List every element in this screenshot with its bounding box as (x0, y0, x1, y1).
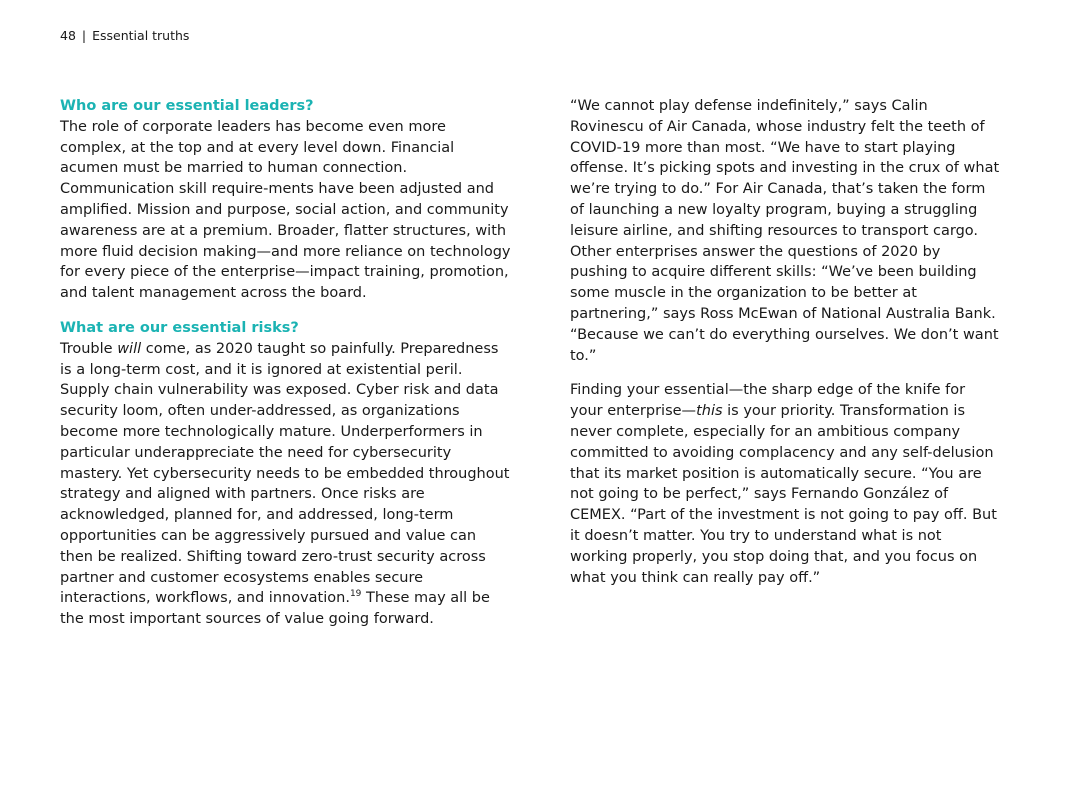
running-header (60, 28, 189, 44)
closing-text-start: Finding your essential—the sharp edge of the knife for your enterprise— (570, 382, 966, 420)
risks-paragraph (60, 339, 512, 630)
section-title: Essential truths (92, 28, 190, 43)
leaders-paragraph: The role of corporate leaders has become even more complex, at the top and at every level down. Financial acumen must be married to human connection. Communication skill require-ments have been adjusted and amplified. Mission and purpose, social action, and community awareness are at a premium. Broader, flatter structures, with more fluid decision making—and more reliance on technology for every piece of the enterprise—impact training, promotion, and talent management across the board. (60, 118, 511, 302)
risks-text-end: These may all be the most important sources of value going forward. (60, 590, 490, 628)
risks-text-middle: come, as 2020 taught so painfully. Preparedness is a long-term cost, and it is ignored at existential peril. Supply chain vulnerability was exposed. Cyber risk and data security loom, often under-addressed, as organizations become more technologically mature. Underperformers in particular underappreciate the need for cybersecurity mastery. Yet cybersecurity needs to be embedded throughout strategy and aligned with partners. Once risks are acknowledged, planned for, and addressed, long-term opportunities can be aggressively pursued and value can then be realized. Shifting toward zero-trust security across partner and customer ecosystems enables secure interactions, workflows, and innovation. (60, 340, 510, 607)
header-separator: | (81, 28, 87, 43)
risks-emphasis: will (117, 340, 142, 357)
closing-text-end: is your priority. Transformation is never complete, especially for an ambitious company committed to avoiding complacency and any self-delusion that its market position is automatically secure. “You are not going to be perfect,” says Fernando González of CEMEX. “Part of the investment is not going to pay off. But it doesn’t matter. You try to understand what is not working properly, you stop doing that, and you focus on what you think can really pay off.” (570, 403, 997, 586)
closing-paragraph (570, 380, 1002, 588)
risks-heading: What are our essential risks? (60, 319, 299, 336)
footnote-marker: 19 (349, 589, 362, 600)
left-column (60, 96, 512, 630)
closing-emphasis: this (696, 403, 723, 420)
quote-paragraph: “We cannot play defense indefinitely,” says Calin Rovinescu of Air Canada, whose industry felt the teeth of COVID-19 more than most. “We have to start playing offense. It’s picking spots and investing in the crux of what we’re trying to do.” For Air Canada, that’s taken the form of launching a new loyalty program, buying a struggling leisure airline, and shifting resources to transport cargo. Other enterprises answer the questions of 2020 by pushing to acquire different skills: “We’ve been building some muscle in the organization to be better at partnering,” says Ross McEwan of National Australia Bank. “Because we can’t do everything ourselves. We don’t want to.” (570, 98, 1000, 364)
leaders-heading: Who are our essential leaders? (60, 98, 314, 114)
risks-text-start: Trouble (60, 340, 118, 357)
right-column (570, 96, 1002, 588)
page-number: 48 (60, 28, 76, 43)
